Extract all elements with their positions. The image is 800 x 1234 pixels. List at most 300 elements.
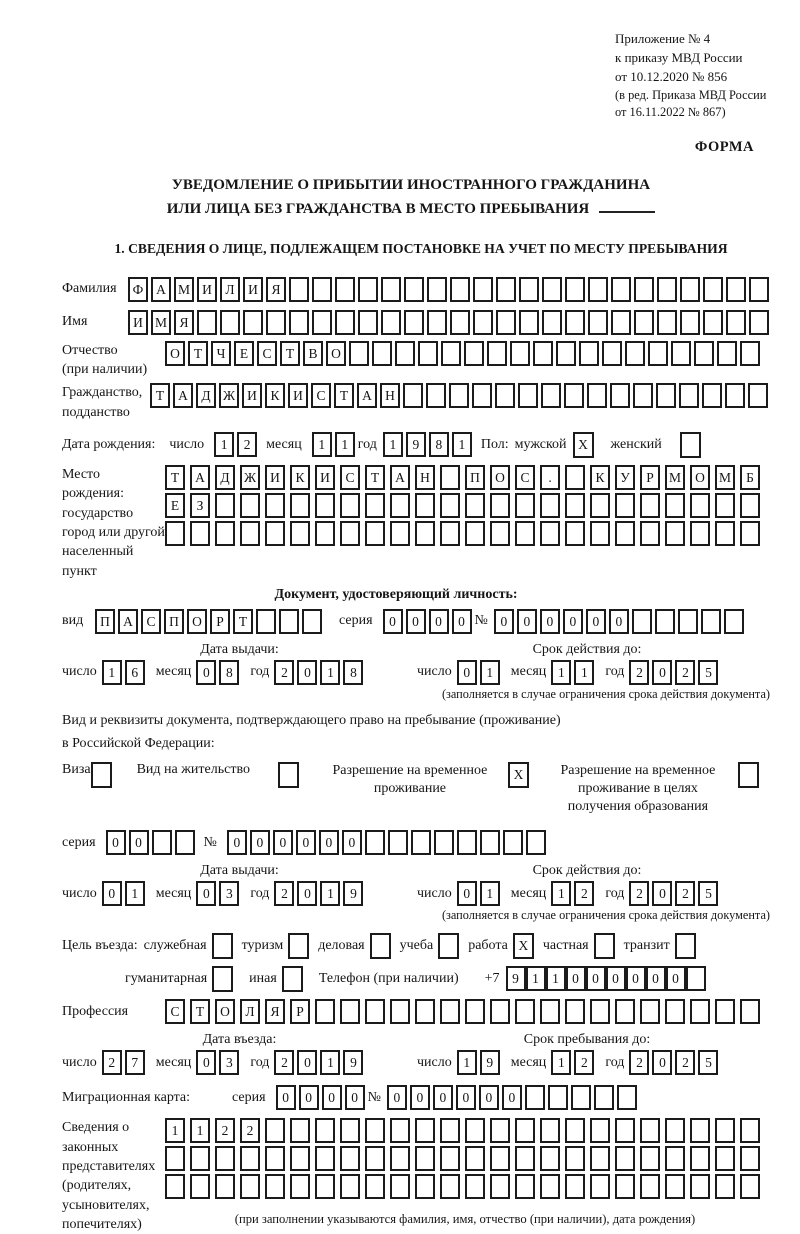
form-cell[interactable]: 9 [343, 1050, 363, 1075]
form-cell[interactable] [678, 609, 698, 634]
form-cell[interactable] [565, 465, 585, 490]
form-cell[interactable]: С [340, 465, 360, 490]
form-cell[interactable] [749, 310, 769, 335]
form-cell[interactable]: 0 [494, 609, 514, 634]
form-cell[interactable] [740, 521, 760, 546]
form-cell[interactable] [434, 830, 454, 855]
form-cell[interactable] [496, 310, 516, 335]
form-cell[interactable]: У [615, 465, 635, 490]
form-cell[interactable] [690, 1174, 710, 1199]
form-cell[interactable]: Ж [240, 465, 260, 490]
form-cell[interactable] [526, 830, 546, 855]
form-cell[interactable]: С [515, 465, 535, 490]
form-cell[interactable] [665, 1174, 685, 1199]
form-cell[interactable] [243, 310, 263, 335]
form-cell[interactable] [594, 1085, 614, 1110]
form-cell[interactable] [165, 521, 185, 546]
form-cell[interactable] [715, 1146, 735, 1171]
form-cell[interactable]: 2 [675, 881, 695, 906]
form-cell[interactable] [632, 609, 652, 634]
form-cell[interactable] [265, 1174, 285, 1199]
form-cell[interactable] [290, 1174, 310, 1199]
form-cell[interactable]: 0 [652, 1050, 672, 1075]
form-cell[interactable]: 0 [129, 830, 149, 855]
form-cell[interactable] [440, 999, 460, 1024]
form-cell[interactable] [564, 383, 584, 408]
form-cell[interactable]: Л [240, 999, 260, 1024]
form-cell[interactable]: 0 [296, 830, 316, 855]
form-cell[interactable] [590, 493, 610, 518]
form-cell[interactable]: Т [188, 341, 208, 366]
form-cell[interactable] [694, 341, 714, 366]
form-cell[interactable]: 0 [652, 660, 672, 685]
form-cell[interactable] [390, 1174, 410, 1199]
form-cell[interactable] [740, 999, 760, 1024]
form-cell[interactable]: 0 [102, 881, 122, 906]
form-cell[interactable]: 1 [551, 1050, 571, 1075]
form-cell[interactable] [279, 609, 299, 634]
form-cell[interactable]: 0 [322, 1085, 342, 1110]
form-cell[interactable] [365, 999, 385, 1024]
form-cell[interactable] [503, 830, 523, 855]
form-cell[interactable] [403, 383, 423, 408]
form-cell[interactable] [726, 277, 746, 302]
form-cell[interactable]: 0 [540, 609, 560, 634]
form-cell[interactable] [590, 521, 610, 546]
form-cell[interactable] [565, 521, 585, 546]
form-cell[interactable] [715, 1118, 735, 1143]
form-cell[interactable] [749, 277, 769, 302]
form-cell[interactable] [657, 310, 677, 335]
form-cell[interactable]: П [465, 465, 485, 490]
form-cell[interactable]: 1 [383, 432, 403, 457]
form-cell[interactable] [615, 493, 635, 518]
form-cell[interactable]: 0 [586, 609, 606, 634]
form-cell[interactable]: 0 [433, 1085, 453, 1110]
form-cell[interactable] [480, 830, 500, 855]
form-cell[interactable] [690, 1118, 710, 1143]
form-cell[interactable]: 0 [297, 1050, 317, 1075]
form-cell[interactable] [690, 521, 710, 546]
form-cell[interactable] [702, 383, 722, 408]
form-cell[interactable]: Т [150, 383, 170, 408]
form-cell[interactable] [640, 521, 660, 546]
form-cell[interactable] [215, 493, 235, 518]
form-cell[interactable] [556, 341, 576, 366]
form-cell[interactable] [365, 830, 385, 855]
form-cell[interactable]: 0 [517, 609, 537, 634]
form-cell[interactable] [648, 341, 668, 366]
form-cell[interactable]: 8 [429, 432, 449, 457]
form-cell[interactable] [655, 609, 675, 634]
option-temp-residence-checkbox[interactable]: X [508, 762, 529, 788]
form-cell[interactable]: 1 [320, 1050, 340, 1075]
form-cell[interactable]: Н [380, 383, 400, 408]
form-cell[interactable] [411, 830, 431, 855]
form-cell[interactable]: О [490, 465, 510, 490]
form-cell[interactable]: Е [234, 341, 254, 366]
form-cell[interactable] [165, 1174, 185, 1199]
form-cell[interactable]: 0 [652, 881, 672, 906]
form-cell[interactable]: 2 [574, 881, 594, 906]
form-cell[interactable]: 0 [387, 1085, 407, 1110]
form-cell[interactable]: 0 [250, 830, 270, 855]
form-cell[interactable] [542, 310, 562, 335]
form-cell[interactable] [473, 277, 493, 302]
form-cell[interactable]: 2 [629, 660, 649, 685]
form-cell[interactable] [515, 999, 535, 1024]
form-cell[interactable] [640, 1146, 660, 1171]
form-cell[interactable] [665, 999, 685, 1024]
purpose-study-checkbox[interactable] [438, 933, 459, 959]
form-cell[interactable]: 0 [646, 966, 666, 991]
form-cell[interactable] [565, 1174, 585, 1199]
option-visa-checkbox[interactable] [91, 762, 112, 788]
form-cell[interactable]: 0 [457, 660, 477, 685]
form-cell[interactable]: О [187, 609, 207, 634]
form-cell[interactable] [640, 493, 660, 518]
form-cell[interactable] [665, 521, 685, 546]
form-cell[interactable] [315, 999, 335, 1024]
form-cell[interactable]: 1 [546, 966, 566, 991]
form-cell[interactable]: 2 [574, 1050, 594, 1075]
form-cell[interactable] [690, 493, 710, 518]
purpose-tourism-checkbox[interactable] [288, 933, 309, 959]
form-cell[interactable] [740, 493, 760, 518]
form-cell[interactable] [634, 277, 654, 302]
purpose-humanitarian-checkbox[interactable] [212, 966, 233, 992]
form-cell[interactable] [290, 521, 310, 546]
form-cell[interactable]: 9 [343, 881, 363, 906]
form-cell[interactable] [565, 999, 585, 1024]
form-cell[interactable]: Я [266, 277, 286, 302]
form-cell[interactable] [465, 999, 485, 1024]
form-cell[interactable]: А [190, 465, 210, 490]
form-cell[interactable]: 0 [297, 660, 317, 685]
form-cell[interactable]: Л [220, 277, 240, 302]
form-cell[interactable]: 0 [479, 1085, 499, 1110]
form-cell[interactable] [590, 1146, 610, 1171]
form-cell[interactable] [715, 1174, 735, 1199]
form-cell[interactable] [465, 521, 485, 546]
form-cell[interactable] [671, 341, 691, 366]
form-cell[interactable]: 1 [526, 966, 546, 991]
form-cell[interactable] [390, 999, 410, 1024]
form-cell[interactable]: 9 [480, 1050, 500, 1075]
form-cell[interactable]: 0 [563, 609, 583, 634]
form-cell[interactable] [715, 493, 735, 518]
form-cell[interactable] [602, 341, 622, 366]
form-cell[interactable] [541, 383, 561, 408]
form-cell[interactable]: Т [365, 465, 385, 490]
form-cell[interactable] [640, 1174, 660, 1199]
form-cell[interactable] [703, 277, 723, 302]
form-cell[interactable] [740, 1118, 760, 1143]
form-cell[interactable]: 9 [506, 966, 526, 991]
form-cell[interactable]: С [311, 383, 331, 408]
form-cell[interactable]: 9 [406, 432, 426, 457]
form-cell[interactable] [404, 310, 424, 335]
form-cell[interactable]: И [243, 277, 263, 302]
form-cell[interactable] [587, 383, 607, 408]
form-cell[interactable] [690, 999, 710, 1024]
form-cell[interactable] [450, 310, 470, 335]
form-cell[interactable] [579, 341, 599, 366]
form-cell[interactable]: 0 [406, 609, 426, 634]
form-cell[interactable]: С [141, 609, 161, 634]
form-cell[interactable] [415, 1146, 435, 1171]
form-cell[interactable] [440, 493, 460, 518]
form-cell[interactable] [190, 521, 210, 546]
form-cell[interactable] [665, 1118, 685, 1143]
form-cell[interactable]: 0 [276, 1085, 296, 1110]
form-cell[interactable]: А [390, 465, 410, 490]
form-cell[interactable]: 0 [452, 609, 472, 634]
form-cell[interactable] [588, 310, 608, 335]
form-cell[interactable]: 0 [106, 830, 126, 855]
form-cell[interactable] [515, 1118, 535, 1143]
form-cell[interactable] [240, 493, 260, 518]
form-cell[interactable] [289, 277, 309, 302]
form-cell[interactable] [312, 310, 332, 335]
form-cell[interactable]: К [590, 465, 610, 490]
form-cell[interactable]: 5 [698, 660, 718, 685]
form-cell[interactable]: О [215, 999, 235, 1024]
form-cell[interactable] [740, 341, 760, 366]
form-cell[interactable]: Т [280, 341, 300, 366]
form-cell[interactable]: 2 [237, 432, 257, 457]
form-cell[interactable] [390, 1118, 410, 1143]
form-cell[interactable] [365, 521, 385, 546]
form-cell[interactable] [665, 493, 685, 518]
form-cell[interactable] [615, 521, 635, 546]
form-cell[interactable]: З [190, 493, 210, 518]
form-cell[interactable]: 2 [274, 881, 294, 906]
form-cell[interactable]: И [288, 383, 308, 408]
form-cell[interactable] [340, 1174, 360, 1199]
form-cell[interactable] [440, 465, 460, 490]
form-cell[interactable] [340, 1146, 360, 1171]
form-cell[interactable]: 1 [551, 660, 571, 685]
form-cell[interactable] [565, 1118, 585, 1143]
form-cell[interactable] [381, 277, 401, 302]
form-cell[interactable]: Р [640, 465, 660, 490]
form-cell[interactable] [372, 341, 392, 366]
form-cell[interactable]: 0 [196, 1050, 216, 1075]
form-cell[interactable] [490, 1174, 510, 1199]
form-cell[interactable]: И [128, 310, 148, 335]
form-cell[interactable] [615, 999, 635, 1024]
form-cell[interactable] [725, 383, 745, 408]
form-cell[interactable] [473, 310, 493, 335]
form-cell[interactable]: А [357, 383, 377, 408]
form-cell[interactable] [415, 1174, 435, 1199]
form-cell[interactable] [515, 1146, 535, 1171]
form-cell[interactable] [515, 1174, 535, 1199]
form-cell[interactable]: 7 [125, 1050, 145, 1075]
form-cell[interactable]: 2 [215, 1118, 235, 1143]
form-cell[interactable] [540, 999, 560, 1024]
form-cell[interactable] [519, 277, 539, 302]
form-cell[interactable] [449, 383, 469, 408]
form-cell[interactable] [540, 1118, 560, 1143]
form-cell[interactable]: Т [233, 609, 253, 634]
form-cell[interactable] [665, 1146, 685, 1171]
form-cell[interactable]: Д [215, 465, 235, 490]
form-cell[interactable]: И [242, 383, 262, 408]
form-cell[interactable]: 2 [240, 1118, 260, 1143]
form-cell[interactable]: 1 [452, 432, 472, 457]
form-cell[interactable] [490, 493, 510, 518]
form-cell[interactable] [390, 493, 410, 518]
form-cell[interactable]: 2 [274, 660, 294, 685]
form-cell[interactable] [540, 1174, 560, 1199]
form-cell[interactable] [490, 1118, 510, 1143]
form-cell[interactable] [690, 1146, 710, 1171]
form-cell[interactable]: 1 [214, 432, 234, 457]
form-cell[interactable]: 0 [273, 830, 293, 855]
form-cell[interactable]: Я [174, 310, 194, 335]
form-cell[interactable] [680, 277, 700, 302]
form-cell[interactable]: М [715, 465, 735, 490]
form-cell[interactable] [415, 1118, 435, 1143]
form-cell[interactable] [542, 277, 562, 302]
form-cell[interactable]: 0 [342, 830, 362, 855]
form-cell[interactable] [427, 310, 447, 335]
form-cell[interactable] [540, 521, 560, 546]
form-cell[interactable]: 0 [609, 609, 629, 634]
form-cell[interactable] [490, 521, 510, 546]
form-cell[interactable] [418, 341, 438, 366]
purpose-official-checkbox[interactable] [212, 933, 233, 959]
form-cell[interactable] [540, 493, 560, 518]
form-cell[interactable] [256, 609, 276, 634]
form-cell[interactable]: 0 [457, 881, 477, 906]
form-cell[interactable]: . [540, 465, 560, 490]
form-cell[interactable]: 1 [457, 1050, 477, 1075]
form-cell[interactable] [315, 1118, 335, 1143]
form-cell[interactable] [395, 341, 415, 366]
form-cell[interactable] [365, 493, 385, 518]
form-cell[interactable]: 0 [227, 830, 247, 855]
form-cell[interactable] [495, 383, 515, 408]
form-cell[interactable] [335, 277, 355, 302]
form-cell[interactable]: Е [165, 493, 185, 518]
form-cell[interactable] [525, 1085, 545, 1110]
form-cell[interactable]: 1 [190, 1118, 210, 1143]
form-cell[interactable]: 1 [335, 432, 355, 457]
form-cell[interactable] [365, 1118, 385, 1143]
form-cell[interactable] [686, 966, 706, 991]
form-cell[interactable] [724, 609, 744, 634]
sex-female-checkbox[interactable] [680, 432, 701, 458]
form-cell[interactable] [565, 1146, 585, 1171]
form-cell[interactable] [335, 310, 355, 335]
form-cell[interactable] [215, 1174, 235, 1199]
form-cell[interactable]: Ж [219, 383, 239, 408]
form-cell[interactable]: А [151, 277, 171, 302]
form-cell[interactable] [748, 383, 768, 408]
form-cell[interactable] [657, 277, 677, 302]
form-cell[interactable] [266, 310, 286, 335]
form-cell[interactable] [548, 1085, 568, 1110]
form-cell[interactable] [220, 310, 240, 335]
form-cell[interactable]: Д [196, 383, 216, 408]
purpose-business-checkbox[interactable] [370, 933, 391, 959]
form-cell[interactable]: О [326, 341, 346, 366]
form-cell[interactable] [197, 310, 217, 335]
form-cell[interactable]: 2 [102, 1050, 122, 1075]
form-cell[interactable] [404, 277, 424, 302]
form-cell[interactable] [571, 1085, 591, 1110]
form-cell[interactable] [634, 310, 654, 335]
form-cell[interactable] [312, 277, 332, 302]
form-cell[interactable]: П [95, 609, 115, 634]
form-cell[interactable] [165, 1146, 185, 1171]
form-cell[interactable] [540, 1146, 560, 1171]
form-cell[interactable] [515, 521, 535, 546]
form-cell[interactable] [740, 1146, 760, 1171]
form-cell[interactable] [440, 1146, 460, 1171]
form-cell[interactable] [349, 341, 369, 366]
form-cell[interactable] [588, 277, 608, 302]
form-cell[interactable]: 0 [566, 966, 586, 991]
form-cell[interactable]: 6 [125, 660, 145, 685]
form-cell[interactable]: А [118, 609, 138, 634]
form-cell[interactable] [615, 1174, 635, 1199]
form-cell[interactable]: 1 [480, 660, 500, 685]
form-cell[interactable] [340, 1118, 360, 1143]
form-cell[interactable] [472, 383, 492, 408]
form-cell[interactable]: 0 [502, 1085, 522, 1110]
form-cell[interactable] [656, 383, 676, 408]
form-cell[interactable] [510, 341, 530, 366]
form-cell[interactable] [465, 493, 485, 518]
form-cell[interactable] [441, 341, 461, 366]
form-cell[interactable]: М [665, 465, 685, 490]
form-cell[interactable] [427, 277, 447, 302]
form-cell[interactable]: 5 [698, 1050, 718, 1075]
form-cell[interactable] [496, 277, 516, 302]
purpose-transit-checkbox[interactable] [675, 933, 696, 959]
form-cell[interactable]: Р [210, 609, 230, 634]
form-cell[interactable] [625, 341, 645, 366]
form-cell[interactable] [565, 277, 585, 302]
form-cell[interactable] [565, 310, 585, 335]
purpose-other-checkbox[interactable] [282, 966, 303, 992]
form-cell[interactable]: К [290, 465, 310, 490]
form-cell[interactable] [390, 1146, 410, 1171]
form-cell[interactable] [358, 310, 378, 335]
form-cell[interactable] [215, 521, 235, 546]
form-cell[interactable]: 2 [629, 881, 649, 906]
form-cell[interactable]: 1 [574, 660, 594, 685]
form-cell[interactable] [610, 383, 630, 408]
form-cell[interactable] [465, 1118, 485, 1143]
form-cell[interactable]: 0 [626, 966, 646, 991]
form-cell[interactable] [465, 1174, 485, 1199]
form-cell[interactable]: Ф [128, 277, 148, 302]
form-cell[interactable] [680, 310, 700, 335]
form-cell[interactable] [565, 493, 585, 518]
form-cell[interactable] [175, 830, 195, 855]
form-cell[interactable] [703, 310, 723, 335]
form-cell[interactable]: С [165, 999, 185, 1024]
form-cell[interactable] [515, 493, 535, 518]
form-cell[interactable] [265, 493, 285, 518]
form-cell[interactable]: 1 [102, 660, 122, 685]
form-cell[interactable] [265, 1146, 285, 1171]
